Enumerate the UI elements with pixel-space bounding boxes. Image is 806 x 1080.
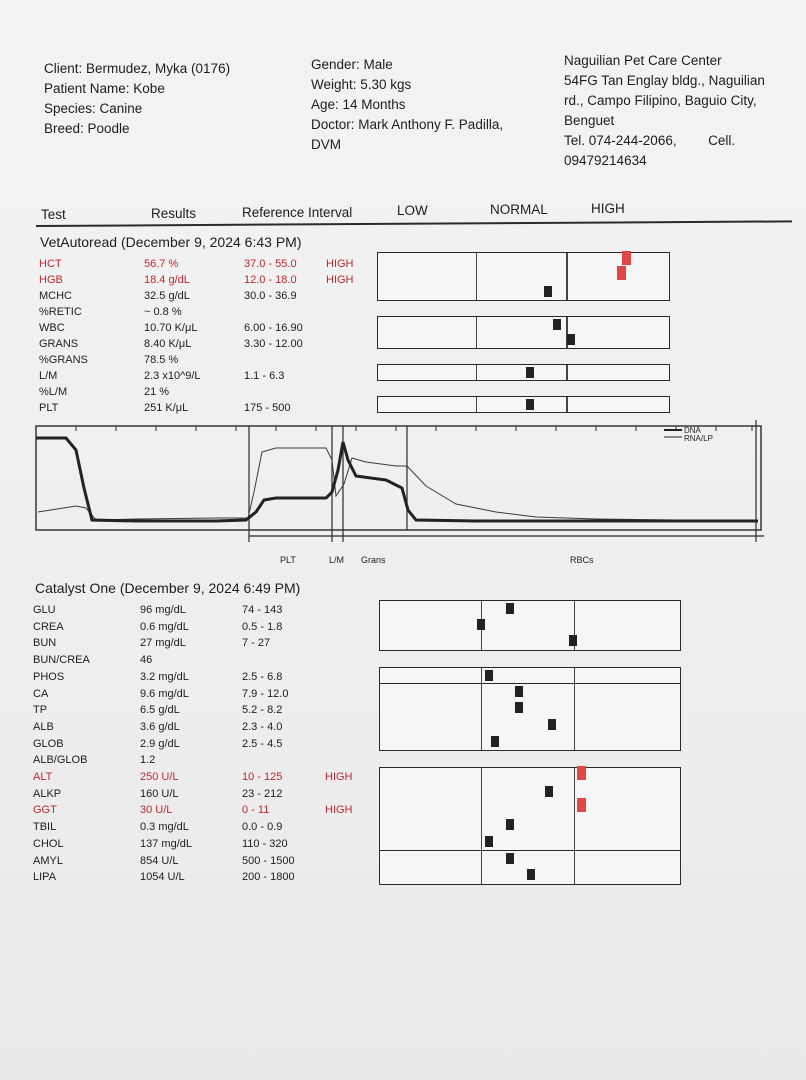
chemistry-row — [33, 719, 333, 735]
hematology-test: %GRANS — [39, 354, 88, 367]
patient-info-block — [311, 55, 503, 155]
range-divider — [476, 284, 477, 300]
chemistry-value-marker — [515, 702, 523, 713]
range-divider — [574, 834, 575, 851]
chemistry-test: ALB/GLOB — [33, 754, 88, 767]
chemistry-result: 0.6 mg/dL — [140, 620, 189, 633]
range-divider — [574, 867, 575, 884]
chemistry-range-bar — [379, 600, 681, 618]
hematology-title: VetAutoread (December 9, 2024 6:43 PM) — [40, 234, 302, 250]
hematology-test: L/M — [39, 370, 58, 383]
range-divider — [574, 734, 575, 751]
hematology-value-marker — [622, 251, 631, 265]
col-low: LOW — [397, 203, 428, 218]
chemistry-range-bar — [379, 817, 681, 835]
range-divider — [574, 768, 575, 784]
hematology-value-marker — [617, 266, 626, 280]
range-divider — [566, 268, 567, 284]
hematology-result: 251 K/μL — [144, 402, 189, 415]
chemistry-row — [33, 869, 333, 885]
range-divider — [481, 633, 482, 650]
chemistry-test: CREA — [33, 620, 64, 633]
rna-lp-curve — [38, 448, 758, 520]
range-divider — [574, 800, 575, 817]
chemistry-ref: 7 - 27 — [242, 637, 271, 650]
hematology-range-bar — [377, 364, 670, 381]
range-divider — [574, 851, 575, 868]
hematology-result: 21 % — [144, 386, 170, 399]
chemistry-ref: 2.3 - 4.0 — [242, 720, 283, 733]
chemistry-value-marker — [569, 635, 577, 646]
chemistry-result: 854 U/L — [140, 854, 179, 867]
patient-name: Patient Name: Kobe — [44, 81, 165, 96]
chemistry-result: 137 mg/dL — [140, 837, 192, 850]
chemistry-test: ALKP — [33, 787, 62, 800]
chemistry-row — [33, 802, 353, 818]
chemistry-test: BUN — [33, 637, 57, 650]
chemistry-result: 30 U/L — [140, 804, 173, 817]
chemistry-range-bar — [379, 717, 681, 735]
hematology-value-marker — [567, 334, 575, 345]
range-divider — [481, 867, 482, 884]
range-divider — [476, 332, 477, 348]
chemistry-test: AMYL — [33, 854, 63, 867]
hematology-row — [39, 336, 339, 352]
histogram-svg — [36, 420, 764, 565]
chemistry-value-marker — [506, 819, 514, 830]
chemistry-ref: 2.5 - 6.8 — [242, 670, 283, 683]
chemistry-ref: 200 - 1800 — [242, 871, 295, 884]
chemistry-range-bar — [379, 667, 681, 685]
gender: Gender: Male — [311, 57, 393, 72]
hematology-test: %RETIC — [39, 306, 82, 319]
chemistry-test: GLOB — [33, 737, 64, 750]
hematology-range-bar — [377, 284, 670, 301]
chemistry-row — [33, 669, 333, 685]
chemistry-test: TBIL — [33, 821, 57, 834]
hematology-ref: 6.00 - 16.90 — [244, 322, 303, 335]
clinic-cell: 09479214634 — [564, 153, 647, 168]
range-divider — [481, 601, 482, 617]
range-divider — [574, 668, 575, 684]
col-normal: NORMAL — [490, 202, 548, 217]
hematology-range-bar — [377, 332, 670, 349]
range-divider — [566, 317, 567, 332]
hematology-ref: 37.0 - 55.0 — [244, 258, 297, 270]
range-divider — [574, 784, 575, 801]
chemistry-ref: 110 - 320 — [242, 837, 288, 850]
hematology-result: 2.3 x10^9/L — [144, 370, 201, 383]
col-high: HIGH — [591, 201, 625, 216]
chemistry-result: 3.6 g/dL — [140, 720, 180, 733]
hematology-result: ~ 0.8 % — [144, 306, 182, 319]
header-rule — [36, 220, 792, 226]
hematology-test: %L/M — [39, 386, 68, 399]
chemistry-row — [33, 752, 333, 768]
chemistry-value-marker — [545, 786, 553, 797]
chemistry-ref: 500 - 1500 — [242, 854, 295, 867]
chemistry-row — [33, 769, 353, 785]
breed: Breed: Poodle — [44, 121, 130, 136]
age: Age: 14 Months — [311, 97, 406, 112]
legend-dna: DNA — [684, 426, 701, 435]
legend-rna: RNA/LP — [684, 434, 713, 443]
chemistry-row — [33, 786, 333, 802]
hematology-row — [39, 400, 339, 416]
cell-distribution-graph — [36, 420, 764, 565]
chemistry-test: PHOS — [33, 670, 65, 683]
chemistry-range-bar — [379, 851, 681, 869]
client-name: Client: Bermudez, Myka (0176) — [44, 61, 231, 76]
hematology-result: 18.4 g/dL — [144, 274, 190, 287]
chemistry-result: 160 U/L — [140, 787, 179, 800]
clinic-address-3: Benguet — [564, 113, 615, 128]
col-results: Results — [151, 206, 197, 221]
hematology-range-bar — [377, 396, 670, 413]
range-divider — [481, 734, 482, 751]
range-divider — [574, 601, 575, 617]
hematology-result: 56.7 % — [144, 258, 179, 270]
chemistry-value-marker — [506, 603, 514, 614]
hematology-value-marker — [526, 367, 534, 378]
range-divider — [481, 768, 482, 784]
chemistry-result: 250 U/L — [140, 771, 179, 783]
hematology-result: 32.5 g/dL — [144, 290, 190, 303]
chemistry-result: 27 mg/dL — [140, 637, 186, 650]
doctor-line-2: DVM — [311, 137, 341, 152]
range-divider — [481, 668, 482, 684]
range-divider — [481, 717, 482, 734]
hematology-value-marker — [526, 399, 534, 410]
chemistry-result: 2.9 g/dL — [140, 737, 180, 750]
gate-label-lm: L/M — [329, 555, 345, 565]
chemistry-flag: HIGH — [325, 771, 353, 783]
hematology-value-marker — [544, 286, 552, 297]
chemistry-result: 1054 U/L — [140, 871, 185, 884]
range-divider — [481, 800, 482, 817]
graph-top-ticks — [76, 426, 752, 431]
chemistry-value-marker — [548, 719, 556, 730]
chemistry-row — [33, 836, 333, 852]
col-reference: Reference Interval — [242, 205, 353, 220]
hematology-row — [39, 384, 339, 400]
chemistry-ref: 23 - 212 — [242, 787, 283, 800]
range-divider — [481, 851, 482, 868]
hematology-test: MCHC — [39, 290, 72, 303]
range-divider — [574, 817, 575, 834]
hematology-range-bar — [377, 268, 670, 285]
range-divider — [481, 817, 482, 834]
chemistry-test: TP — [33, 704, 48, 717]
chemistry-row — [33, 819, 333, 835]
chemistry-range-bar — [379, 734, 681, 752]
chemistry-row — [33, 686, 333, 702]
chemistry-test: ALT — [33, 771, 53, 783]
clinic-address-2: rd., Campo Filipino, Baguio City, — [564, 93, 757, 108]
chemistry-row — [33, 736, 333, 752]
chemistry-row — [33, 652, 333, 668]
chemistry-ref: 5.2 - 8.2 — [242, 704, 283, 717]
hematology-row — [39, 272, 354, 288]
chemistry-value-marker — [577, 798, 586, 812]
gate-label-rbcs: RBCs — [570, 555, 594, 565]
chemistry-title: Catalyst One (December 9, 2024 6:49 PM) — [35, 580, 301, 596]
species: Species: Canine — [44, 101, 143, 116]
chemistry-result: 6.5 g/dL — [140, 704, 180, 717]
clinic-cell-label: Cell. — [708, 133, 736, 148]
hematology-row — [39, 352, 339, 368]
range-divider — [574, 700, 575, 717]
chemistry-ref: 0.0 - 0.9 — [242, 821, 283, 834]
chemistry-range-bar — [379, 867, 681, 885]
hematology-value-marker — [553, 319, 561, 330]
chemistry-result: 0.3 mg/dL — [140, 821, 189, 834]
range-divider — [481, 684, 482, 701]
hematology-ref: 3.30 - 12.00 — [244, 338, 303, 351]
hematology-test: GRANS — [39, 338, 79, 351]
chemistry-value-marker — [527, 869, 535, 880]
hematology-ref: 30.0 - 36.9 — [244, 290, 297, 303]
range-divider — [574, 617, 575, 634]
client-block — [44, 59, 230, 139]
hematology-result: 78.5 % — [144, 354, 179, 367]
range-divider — [574, 717, 575, 734]
chemistry-range-bar — [379, 617, 681, 635]
chemistry-test: CA — [33, 687, 49, 700]
range-divider — [476, 268, 477, 284]
doctor-line-1: Doctor: Mark Anthony F. Padilla, — [311, 117, 504, 132]
chemistry-value-marker — [485, 836, 493, 847]
range-divider — [476, 317, 477, 332]
clinic-phone-line — [564, 131, 765, 151]
hematology-flag: HIGH — [326, 258, 354, 270]
range-divider — [481, 784, 482, 801]
weight: Weight: 5.30 kgs — [311, 77, 412, 92]
hematology-ref: 12.0 - 18.0 — [244, 274, 297, 287]
chemistry-flag: HIGH — [325, 804, 353, 817]
hematology-test: PLT — [39, 402, 59, 415]
clinic-address-1: 54FG Tan Englay bldg., Naguilian — [564, 73, 765, 88]
range-divider — [476, 365, 477, 380]
graph-frame — [36, 426, 761, 530]
chemistry-range-bar — [379, 784, 681, 802]
chemistry-row — [33, 853, 333, 869]
hematology-range-bar — [377, 316, 670, 333]
chemistry-range-bar — [379, 767, 681, 785]
hematology-test: HGB — [39, 274, 63, 287]
range-divider — [481, 700, 482, 717]
chemistry-range-bar — [379, 800, 681, 818]
hematology-ref: 175 - 500 — [244, 402, 291, 415]
range-divider — [476, 397, 477, 412]
hematology-row — [39, 256, 354, 272]
chemistry-range-bar — [379, 834, 681, 852]
chemistry-result: 46 — [140, 654, 153, 667]
chemistry-value-marker — [577, 766, 586, 780]
hematology-test: WBC — [39, 322, 65, 335]
gate-label-plt: PLT — [280, 555, 296, 565]
chemistry-range-bar — [379, 700, 681, 718]
chemistry-value-marker — [477, 619, 485, 630]
chemistry-row — [33, 602, 333, 618]
chemistry-ref: 2.5 - 4.5 — [242, 737, 283, 750]
clinic-block — [564, 51, 765, 171]
chemistry-test: BUN/CREA — [33, 654, 90, 667]
chemistry-result: 96 mg/dL — [140, 604, 186, 616]
hematology-row — [39, 320, 339, 336]
hematology-test: HCT — [39, 258, 62, 270]
hematology-row — [39, 368, 339, 384]
clinic-tel: Tel. 074-244-2066, — [564, 133, 677, 148]
hematology-flag: HIGH — [326, 274, 354, 287]
range-divider — [476, 253, 477, 268]
range-divider — [566, 397, 567, 412]
chemistry-test: ALB — [33, 720, 54, 733]
chemistry-result: 9.6 mg/dL — [140, 687, 189, 700]
chemistry-row — [33, 635, 333, 651]
range-divider — [566, 284, 567, 300]
chemistry-value-marker — [506, 853, 514, 864]
range-divider — [566, 365, 567, 380]
chemistry-value-marker — [491, 736, 499, 747]
chemistry-ref: 74 - 143 — [242, 604, 283, 616]
range-divider — [574, 684, 575, 701]
hematology-result: 10.70 K/μL — [144, 322, 198, 335]
chemistry-row — [33, 702, 333, 718]
chemistry-result: 3.2 mg/dL — [140, 670, 189, 683]
chemistry-test: LIPA — [33, 871, 57, 884]
chemistry-ref: 10 - 125 — [242, 771, 283, 783]
chemistry-result: 1.2 — [140, 754, 156, 767]
hematology-row — [39, 304, 339, 320]
chemistry-row — [33, 619, 333, 635]
chemistry-range-bar — [379, 633, 681, 651]
range-divider — [481, 834, 482, 851]
clinic-name: Naguilian Pet Care Center — [564, 53, 722, 68]
chemistry-value-marker — [485, 670, 493, 681]
chemistry-test: GLU — [33, 604, 56, 616]
hematology-result: 8.40 K/μL — [144, 338, 192, 351]
hematology-ref: 1.1 - 6.3 — [244, 370, 285, 383]
dna-curve — [36, 438, 758, 521]
chemistry-ref: 0.5 - 1.8 — [242, 620, 283, 633]
chemistry-test: GGT — [33, 804, 57, 817]
chemistry-value-marker — [515, 686, 523, 697]
range-divider — [566, 253, 567, 268]
chemistry-ref: 7.9 - 12.0 — [242, 687, 289, 700]
chemistry-test: CHOL — [33, 837, 64, 850]
hematology-row — [39, 288, 339, 304]
chemistry-ref: 0 - 11 — [242, 804, 270, 817]
chemistry-range-bar — [379, 684, 681, 702]
gate-label-grans: Grans — [361, 555, 386, 565]
col-test: Test — [41, 207, 66, 222]
